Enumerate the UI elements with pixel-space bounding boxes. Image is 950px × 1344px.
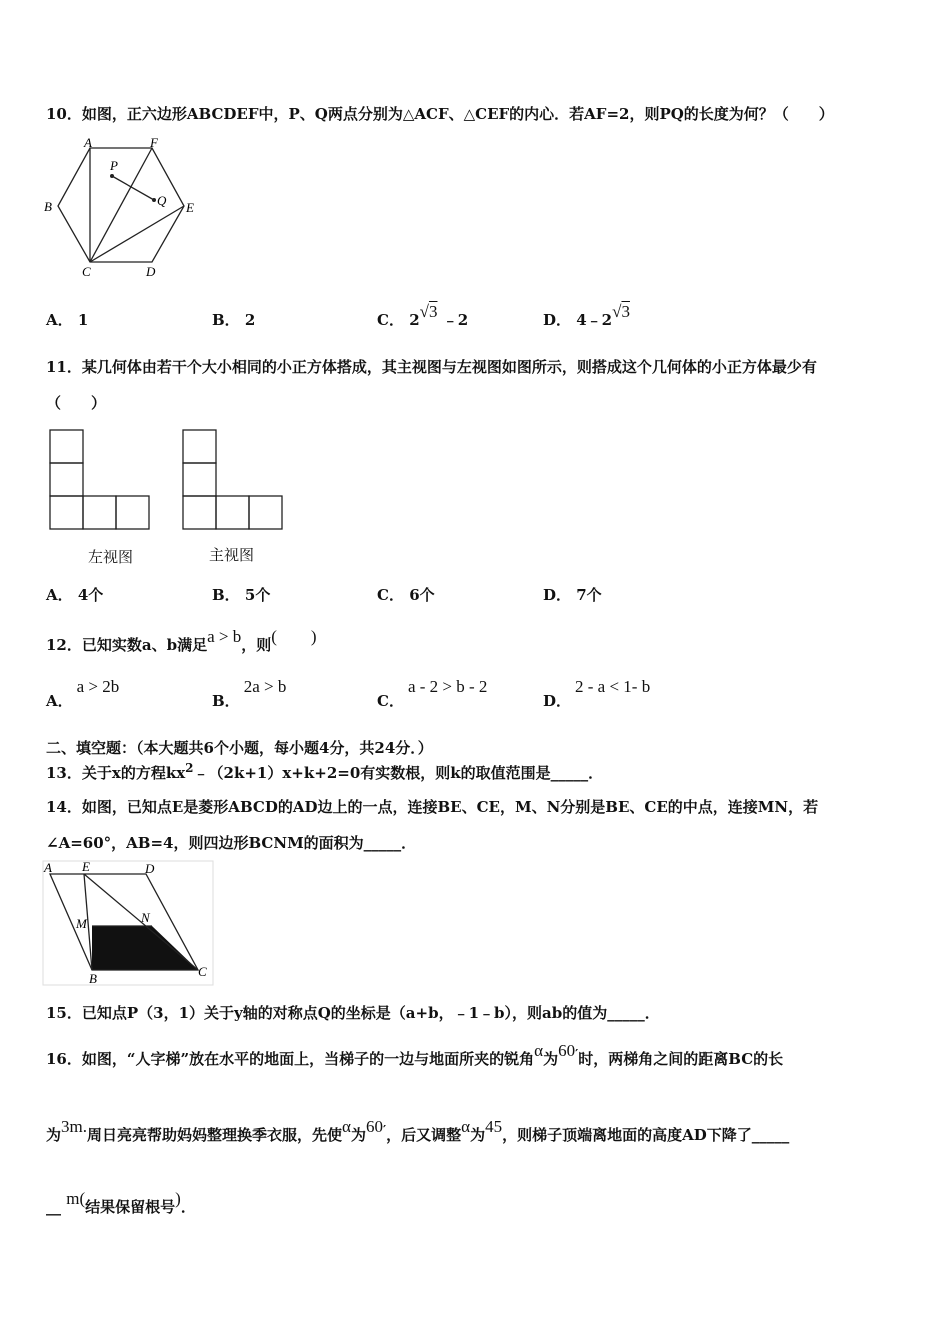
q12-stem: 12．已知实数a、b满足a > b，则( ) — [46, 627, 317, 654]
label-d: D — [145, 861, 155, 876]
label-c: C — [198, 964, 207, 979]
label-c: C — [82, 264, 91, 279]
q12-option-a: A．a > 2b — [46, 677, 120, 710]
q11-option-b: B． 5个 — [212, 586, 271, 604]
q12-option-d: D．2 - a < 1- b — [543, 677, 651, 710]
q11-paren: （ ） — [46, 394, 107, 412]
q10-hexagon-figure — [40, 134, 210, 282]
sqrt-symbol: √3 — [419, 302, 438, 321]
q14-line2: ∠A=60°，AB=4，则四边形BCNM的面积为_____． — [46, 834, 417, 852]
label-b: B — [89, 971, 97, 986]
main-view-caption: 主视图 — [209, 546, 255, 564]
q14-line1: 14．如图，已知点E是菱形ABCD的AD边上的一点，连接BE、CE，M、N分别是BE、CE的中点，连接MN，若 — [46, 798, 819, 816]
q10-option-c: C． 2√3 ﹣2 — [377, 302, 469, 329]
q11-stem: 11．某几何体由若干个大小相同的小正方体搭成，其主视图与左视图如图所示，则搭成这个几何体的小正方体最少有 — [46, 358, 817, 376]
left-view-caption: 左视图 — [88, 548, 134, 566]
q10-option-a: A． 1 — [46, 311, 89, 329]
q16-line2: 为3m.周日亮亮帮助妈妈整理换季衣服，先使α为60′，后又调整α为45，则梯子顶端离地面的高度AD下降了_____ — [46, 1117, 790, 1144]
point-p — [110, 174, 114, 178]
label-m: M — [76, 916, 87, 931]
label-a: A — [44, 860, 52, 875]
q10-option-b: B． 2 — [212, 311, 256, 329]
q16-line1: 16．如图，“人字梯”放在水平的地面上，当梯子的一边与地面所夹的锐角α为60′时，两梯角之间的距离BC的长 — [46, 1041, 784, 1068]
q12-option-b: B．2a > b — [212, 677, 287, 710]
label-n: N — [141, 910, 150, 925]
label-f: F — [150, 135, 158, 150]
label-d: D — [146, 264, 156, 279]
q13-stem: 13．关于x的方程$kx^2﹣(2k+1)x+k+2=0$有实数根，则k的取值范围是_____． — [46, 761, 604, 782]
label-a: A — [84, 135, 92, 150]
label-e: E — [186, 200, 194, 215]
q14-rhombus-figure — [42, 860, 214, 986]
sqrt-symbol: √3 — [612, 302, 630, 321]
label-q: Q — [157, 193, 167, 208]
q10-stem: 10．如图，正六边形ABCDEF中，P、Q两点分别为△ACF、△CEF的内心．若AF=2，则PQ的长度为何？（ ） — [46, 105, 834, 123]
label-e: E — [82, 860, 90, 874]
q11-main-view — [181, 428, 287, 532]
shaded-quad-bcnm — [92, 926, 198, 970]
q15-stem: 15．已知点P（3，1）关于y轴的对称点Q的坐标是（a+b，﹣1﹣b），则ab的值为_____． — [46, 1004, 660, 1022]
q16-line3: __ m(结果保留根号)． — [46, 1189, 196, 1216]
label-p: P — [110, 158, 118, 173]
label-b: B — [44, 199, 52, 214]
segment-pq — [112, 176, 154, 200]
q11-option-d: D． 7个 — [543, 586, 602, 604]
q12-option-c: C．a - 2 > b - 2 — [377, 677, 488, 710]
section-2-heading: 二、填空题：（本大题共6个小题，每小题4分，共24分．） — [46, 739, 433, 757]
q11-left-view — [48, 428, 154, 532]
q10-option-d: D． 4﹣2√3 — [543, 302, 630, 329]
q11-option-a: A． 4个 — [46, 586, 104, 604]
point-q — [152, 198, 156, 202]
q11-option-c: C． 6个 — [377, 586, 435, 604]
